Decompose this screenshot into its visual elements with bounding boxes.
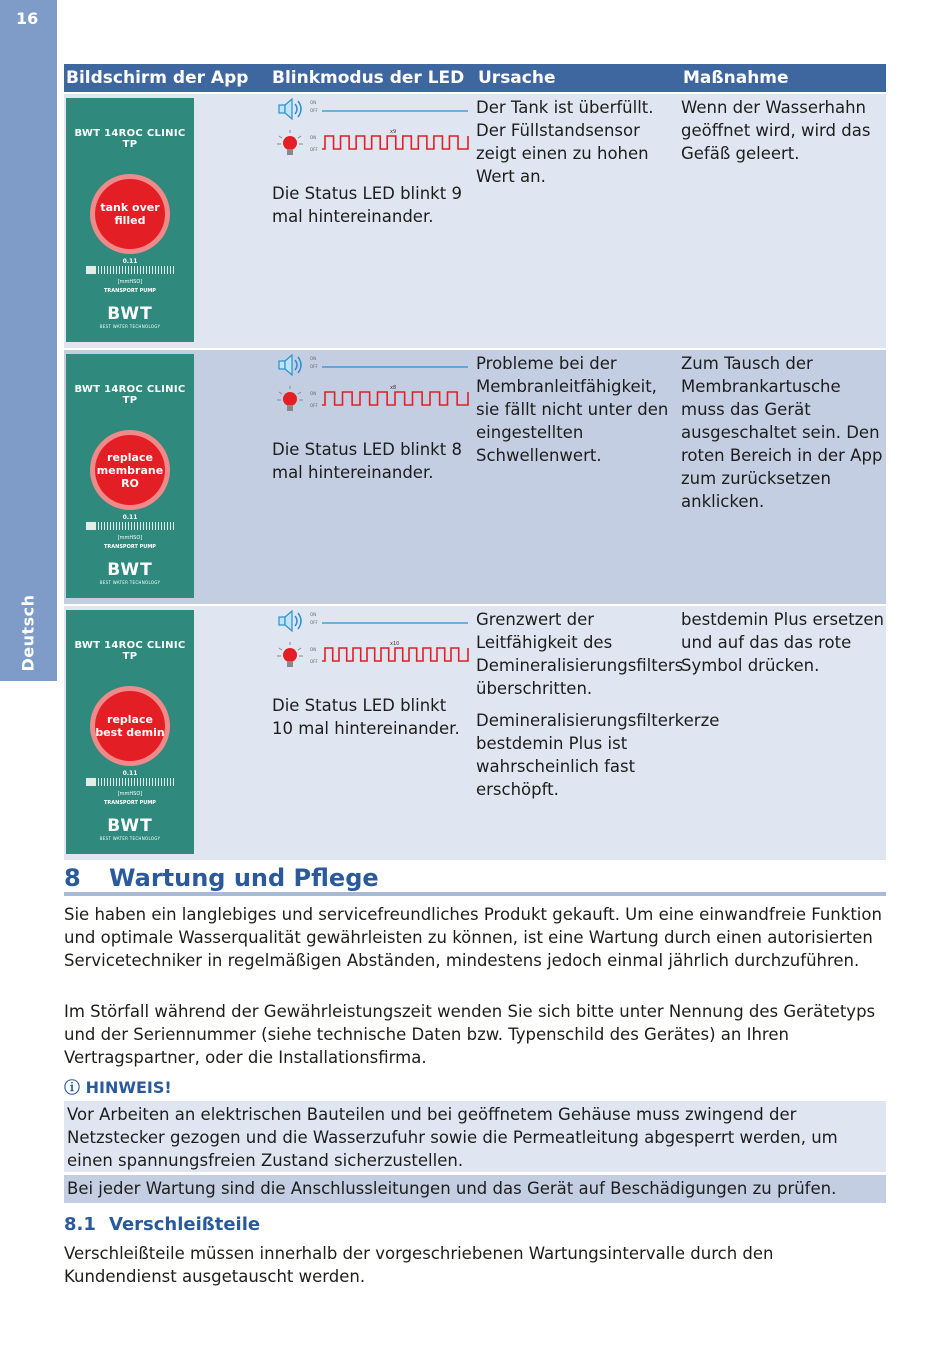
alarm-button bbox=[95, 691, 165, 761]
table-row bbox=[64, 350, 886, 604]
led-on-label: ON bbox=[310, 612, 317, 617]
speaker-icon bbox=[279, 611, 301, 631]
header-led-mode: Blinkmodus der LED bbox=[272, 68, 465, 88]
blink-description: Die Status LED blinkt 10 mal hintereinander. bbox=[272, 696, 460, 738]
led-bulb-icon bbox=[277, 642, 303, 667]
speaker-icon bbox=[279, 99, 301, 119]
led-on-label: ON bbox=[310, 135, 317, 140]
note-box-inspection: Bei jeder Wartung sind die Anschlussleitungen und das Gerät auf Beschädigungen zu prüfen. bbox=[64, 1175, 886, 1203]
alarm-ring bbox=[90, 430, 170, 510]
note-box-electrical: Vor Arbeiten an elektrischen Bauteilen und bei geöffnetem Gehäuse muss zwingend der Netzstecker gezogen und die Wasserzufuhr sowie die Permeatleitung abgesperrt werden, um einen spannungsfreien Zustand sicherzustellen. bbox=[64, 1101, 886, 1172]
blink-description: Die Status LED blinkt 9 mal hintereinander. bbox=[272, 184, 462, 226]
troubleshooting-table bbox=[64, 64, 886, 860]
alarm-button bbox=[95, 435, 165, 505]
alarm-button bbox=[95, 179, 165, 249]
alarm-status-text: tank over filled bbox=[100, 201, 160, 227]
cause-cell bbox=[476, 350, 681, 604]
led-on-label: ON bbox=[310, 391, 317, 396]
reading-value: 0.11 bbox=[122, 514, 138, 521]
warranty-paragraph: Im Störfall während der Gewährleistungszeit wenden Sie sich bitte unter Nennung des Gerätetyps und der Seriennummer (siehe technische Daten bzw. Typenschild des Gerätes) an Ihren Vertragspartner, oder die Installationsfirma. bbox=[64, 1002, 876, 1067]
alarm-status-text: replace best demin bbox=[95, 713, 165, 739]
sidebar-tab bbox=[0, 0, 57, 681]
cause-text: Demineralisierungsfilterkerze bestdemin Plus ist wahrscheinlich fast erschöpft. bbox=[476, 711, 720, 799]
subsection-title bbox=[64, 1214, 260, 1235]
table-row bbox=[64, 94, 886, 348]
led-on-label: ON bbox=[310, 356, 317, 361]
subsection-number: 8.1 bbox=[64, 1214, 96, 1235]
bwt-logo: BWT bbox=[107, 816, 153, 836]
led-bulb-icon bbox=[277, 130, 303, 155]
level-bar-fill bbox=[86, 266, 96, 274]
cause-text: Grenzwert der Leitfähigkeit des Demineralisierungsfilters überschritten. bbox=[476, 610, 684, 698]
led-off-label: OFF bbox=[310, 364, 318, 369]
bwt-logo-tagline: BEST WATER TECHNOLOGY bbox=[99, 580, 161, 585]
led-blink-diagram bbox=[272, 96, 472, 166]
alarm-status-text: replace membrane RO bbox=[96, 450, 164, 490]
app-title: BWT 14ROC CLINIC TP bbox=[74, 128, 186, 150]
language-label: Deutsch bbox=[18, 594, 38, 672]
wear-parts-paragraph: Verschleißteile müssen innerhalb der vorgeschriebenen Wartungsintervalle durch den Kundendienst ausgetauscht werden. bbox=[64, 1244, 774, 1286]
level-bar-fill bbox=[86, 778, 96, 786]
cause-text: Der Tank ist überfüllt. Der Füllstandsensor zeigt einen zu hohen Wert an. bbox=[476, 98, 654, 186]
blink-description: Die Status LED blinkt 8 mal hintereinander. bbox=[272, 440, 462, 482]
header-cause: Ursache bbox=[478, 68, 556, 88]
reading-unit: [mmHSO] bbox=[117, 279, 143, 285]
bwt-logo-tagline: BEST WATER TECHNOLOGY bbox=[99, 836, 161, 841]
led-on-label: ON bbox=[310, 100, 317, 105]
note-heading bbox=[64, 1075, 172, 1098]
pump-label: TRANSPORT PUMP bbox=[104, 288, 156, 294]
reading-unit: [mmHSO] bbox=[117, 535, 143, 541]
section-title-text: Wartung und Pflege bbox=[109, 864, 379, 892]
led-blink-waveform bbox=[322, 136, 468, 149]
reading-unit: [mmHSO] bbox=[117, 791, 143, 797]
led-blink-waveform bbox=[322, 648, 468, 661]
pump-label: TRANSPORT PUMP bbox=[104, 544, 156, 550]
level-bar bbox=[86, 778, 174, 786]
bwt-logo-tagline: BEST WATER TECHNOLOGY bbox=[99, 324, 161, 329]
alarm-ring bbox=[90, 686, 170, 766]
header-action: Maßnahme bbox=[683, 68, 789, 88]
note-label: HINWEIS! bbox=[85, 1078, 172, 1097]
pump-label: TRANSPORT PUMP bbox=[104, 800, 156, 806]
page-number: 16 bbox=[16, 9, 39, 28]
level-bar bbox=[86, 522, 174, 530]
led-blink-waveform bbox=[322, 392, 468, 405]
app-screen-mockup bbox=[66, 98, 194, 342]
led-off-label: OFF bbox=[310, 620, 318, 625]
bwt-logo: BWT bbox=[107, 304, 153, 324]
action-cell: Wenn der Wasserhahn geöffnet wird, wird das Gefäß geleert. bbox=[681, 98, 871, 163]
info-icon: ⓘ bbox=[64, 1078, 81, 1097]
led-off-label: OFF bbox=[310, 108, 318, 113]
section-divider bbox=[64, 892, 886, 896]
reading-value: 0.11 bbox=[122, 258, 138, 265]
subsection-title-text: Verschleißteile bbox=[109, 1214, 261, 1235]
alarm-ring bbox=[90, 174, 170, 254]
led-off-label: OFF bbox=[310, 403, 318, 408]
table-header bbox=[64, 64, 886, 92]
maintenance-paragraph: Sie haben ein langlebiges und servicefreundliches Produkt gekauft. Um eine einwandfreie Funktion und optimale Wasserqualität gewährleisten zu können, ist eine Wartung durch einen autorisierten Servicetechniker in regelmäßigen Abständen, mindestens jedoch einmal jährlich durchzuführen. bbox=[64, 905, 882, 970]
table-row bbox=[64, 606, 886, 860]
bwt-logo: BWT bbox=[107, 560, 153, 580]
speaker-icon bbox=[279, 355, 301, 375]
action-cell: bestdemin Plus ersetzen und auf das das rote Symbol drücken. bbox=[681, 610, 884, 675]
led-off-label: OFF bbox=[310, 147, 318, 152]
led-blink-diagram bbox=[272, 352, 472, 422]
app-title: BWT 14ROC CLINIC TP bbox=[74, 640, 186, 662]
header-app-screen: Bildschirm der App bbox=[66, 68, 249, 88]
cause-cell bbox=[476, 94, 681, 348]
led-off-label: OFF bbox=[310, 659, 318, 664]
action-cell: Zum Tausch der Membrankartusche muss das Gerät ausgeschaltet sein. Den roten Bereich in der App zum zurücksetzen anklicken. bbox=[681, 354, 883, 511]
cause-cell bbox=[476, 606, 720, 860]
cause-text: Probleme bei der Membranleitfähigkeit, sie fällt nicht unter den eingestellten Schwellenwert. bbox=[476, 354, 669, 465]
led-blink-diagram bbox=[272, 608, 472, 678]
section-title bbox=[64, 864, 379, 892]
app-title: BWT 14ROC CLINIC TP bbox=[74, 384, 186, 406]
blink-count-label: x10 bbox=[390, 641, 400, 647]
app-screen-mockup bbox=[66, 354, 194, 598]
led-on-label: ON bbox=[310, 647, 317, 652]
blink-count-label: x9 bbox=[390, 129, 397, 135]
app-screen-mockup bbox=[66, 610, 194, 854]
reading-value: 0.11 bbox=[122, 770, 138, 777]
blink-count-label: x8 bbox=[390, 385, 397, 391]
level-bar bbox=[86, 266, 174, 274]
level-bar-fill bbox=[86, 522, 96, 530]
section-number: 8 bbox=[64, 864, 81, 892]
led-bulb-icon bbox=[277, 386, 303, 411]
